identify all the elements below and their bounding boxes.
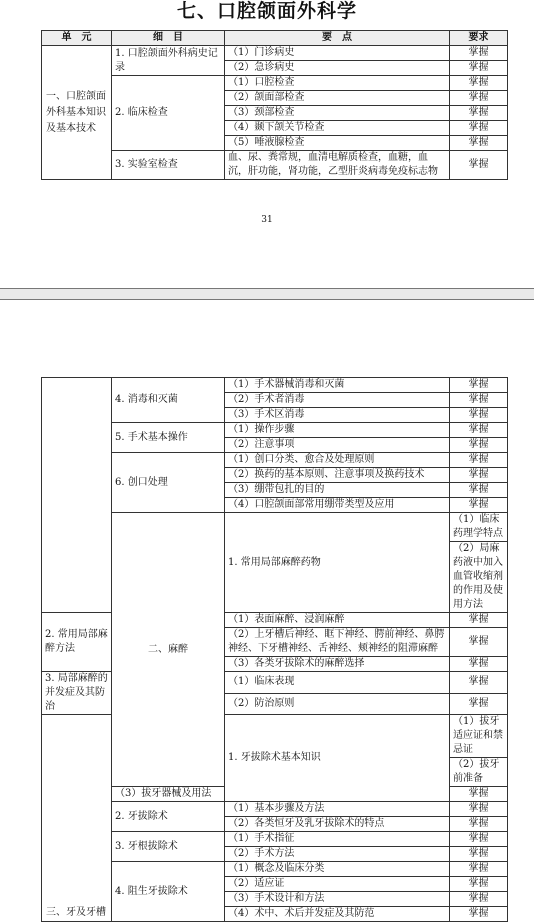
table-row (42, 613, 508, 628)
point-cell: （1）门诊病史 (225, 46, 450, 61)
point-cell: （2）换药的基本原则、注意事项及换药技术 (225, 468, 450, 483)
requirement-cell: 掌握 (450, 468, 508, 483)
point-cell: （2）手术方法 (225, 847, 450, 862)
point-cell: （1）创口分类、愈合及处理原则 (225, 453, 450, 468)
syllabus-table-page-1 (41, 30, 508, 180)
point-cell: （4）口腔颌面部常用绷带类型及应用 (225, 498, 450, 513)
table-row (42, 453, 508, 468)
page-number: 31 (261, 215, 273, 225)
page-1 (0, 0, 534, 288)
detail-cell: 5. 手术基本操作 (112, 423, 225, 453)
requirement-cell: 掌握 (450, 693, 508, 715)
requirement-cell: 掌握 (450, 76, 508, 91)
point-cell: （1）表面麻醉、浸润麻醉 (225, 613, 450, 628)
requirement-cell: 掌握 (450, 483, 508, 498)
requirement-cell: 掌握 (450, 817, 508, 832)
table-row (42, 46, 508, 61)
requirement-cell: 掌握 (450, 877, 508, 892)
detail-cell: 1. 常用局部麻醉药物 (225, 513, 450, 613)
requirement-cell: 掌握 (450, 136, 508, 151)
point-cell: （3）手术设计和方法 (225, 892, 450, 907)
point-cell: （1）基本步骤及方法 (225, 802, 450, 817)
requirement-cell: 掌握 (450, 378, 508, 393)
requirement-cell: 掌握 (450, 453, 508, 468)
requirement-cell: 掌握 (450, 832, 508, 847)
unit-cell-continued (42, 378, 112, 613)
requirement-cell: 掌握 (450, 802, 508, 817)
point-cell: （3）手术区消毒 (225, 408, 450, 423)
point-cell: （2）拔牙前准备 (450, 758, 508, 787)
requirement-cell: 掌握 (450, 847, 508, 862)
requirement-cell: 掌握 (450, 151, 508, 180)
page-2 (0, 300, 534, 919)
requirement-cell: 掌握 (450, 892, 508, 907)
point-cell: （2）手术者消毒 (225, 393, 450, 408)
point-cell: （2）适应证 (225, 877, 450, 892)
requirement-cell: 掌握 (450, 657, 508, 672)
point-cell: （2）注意事项 (225, 438, 450, 453)
point-cell: （3）各类牙拔除术的麻醉选择 (225, 657, 450, 672)
point-cell: （1）拔牙适应证和禁忌证 (450, 715, 508, 758)
requirement-cell: 掌握 (450, 907, 508, 922)
requirement-cell: 掌握 (450, 61, 508, 76)
point-cell: （2）局麻药液中加入血管收缩剂的作用及使用方法 (450, 542, 508, 613)
point-cell: （1）手术指征 (225, 832, 450, 847)
page-title: 七、口腔颌面外科学 (176, 0, 357, 22)
point-cell: （3）绷带包扎的目的 (225, 483, 450, 498)
detail-cell: 2. 临床检查 (112, 76, 225, 151)
point-cell: （3）颈部检查 (225, 106, 450, 121)
header-point: 要 点 (225, 31, 450, 46)
syllabus-table-page-2 (41, 377, 508, 922)
table-row (42, 513, 508, 542)
requirement-cell: 掌握 (450, 91, 508, 106)
point-cell: （1）操作步骤 (225, 423, 450, 438)
detail-cell: 2. 牙拔除术 (112, 802, 225, 832)
point-cell: （2）急诊病史 (225, 61, 450, 76)
detail-cell: 4. 阻生牙拔除术 (112, 862, 225, 922)
detail-cell: 3. 局部麻醉的并发症及其防治 (42, 672, 112, 715)
point-cell: （1）临床表现 (225, 672, 450, 694)
requirement-cell: 掌握 (450, 408, 508, 423)
point-cell: （2）各类恒牙及乳牙拔除术的特点 (225, 817, 450, 832)
requirement-cell: 掌握 (450, 672, 508, 694)
requirement-cell: 掌握 (450, 393, 508, 408)
header-unit: 单 元 (42, 31, 112, 46)
table-row (42, 76, 508, 91)
detail-cell: 4. 消毒和灭菌 (112, 378, 225, 423)
requirement-cell: 掌握 (450, 423, 508, 438)
requirement-cell: 掌握 (450, 862, 508, 877)
point-cell: （1）概念及临床分类 (225, 862, 450, 877)
requirement-cell: 掌握 (450, 46, 508, 61)
requirement-cell: 掌握 (450, 438, 508, 453)
detail-cell: 2. 常用局部麻醉方法 (42, 613, 112, 672)
requirement-cell: 掌握 (450, 628, 508, 657)
detail-cell: 3. 实验室检查 (112, 151, 225, 180)
table-row (42, 672, 508, 694)
unit-cell: 一、口腔颌面外科基本知识及基本技术 (42, 46, 112, 180)
requirement-cell: 掌握 (450, 613, 508, 628)
requirement-cell: 掌握 (450, 106, 508, 121)
point-cell: 血、尿、粪常规，血清电解质检查，血糖，血沉，肝功能，肾功能，乙型肝炎病毒免疫标志物 (225, 151, 450, 180)
table-row (42, 862, 508, 877)
requirement-cell: 掌握 (450, 121, 508, 136)
detail-cell: 1. 牙拔除术基本知识 (225, 715, 450, 802)
table-row (42, 423, 508, 438)
point-cell: （2）颌面部检查 (225, 91, 450, 106)
table-row (42, 151, 508, 180)
table-row (42, 802, 508, 817)
point-cell: （3）拔牙器械及用法 (112, 787, 225, 802)
table-header-row (42, 31, 508, 46)
detail-cell: 6. 创口处理 (112, 453, 225, 513)
point-cell: （1）临床药理学特点 (450, 513, 508, 542)
point-cell: （2）上牙槽后神经、眶下神经、腭前神经、鼻腭神经、下牙槽神经、舌神经、颊神经的阻滞麻醉 (225, 628, 450, 657)
point-cell: （2）防治原则 (225, 693, 450, 715)
detail-cell: 1. 口腔颌面外科病史记录 (112, 46, 225, 76)
point-cell: （1）口腔检查 (225, 76, 450, 91)
point-cell: （1）手术器械消毒和灭菌 (225, 378, 450, 393)
detail-cell: 3. 牙根拔除术 (112, 832, 225, 862)
point-cell: （4）术中、术后并发症及其防范 (225, 907, 450, 922)
point-cell: （5）唾液腺检查 (225, 136, 450, 151)
requirement-cell: 掌握 (450, 498, 508, 513)
point-cell: （4）颞下颌关节检查 (225, 121, 450, 136)
page-separator (0, 288, 534, 300)
requirement-cell: 掌握 (450, 787, 508, 802)
table-row (42, 378, 508, 393)
unit-cell: 二、麻醉 (112, 513, 225, 787)
table-row (42, 715, 508, 758)
table-row (42, 832, 508, 847)
header-requirement: 要求 (450, 31, 508, 46)
unit-cell: 三、牙及牙槽 (42, 715, 112, 922)
header-detail: 细 目 (112, 31, 225, 46)
